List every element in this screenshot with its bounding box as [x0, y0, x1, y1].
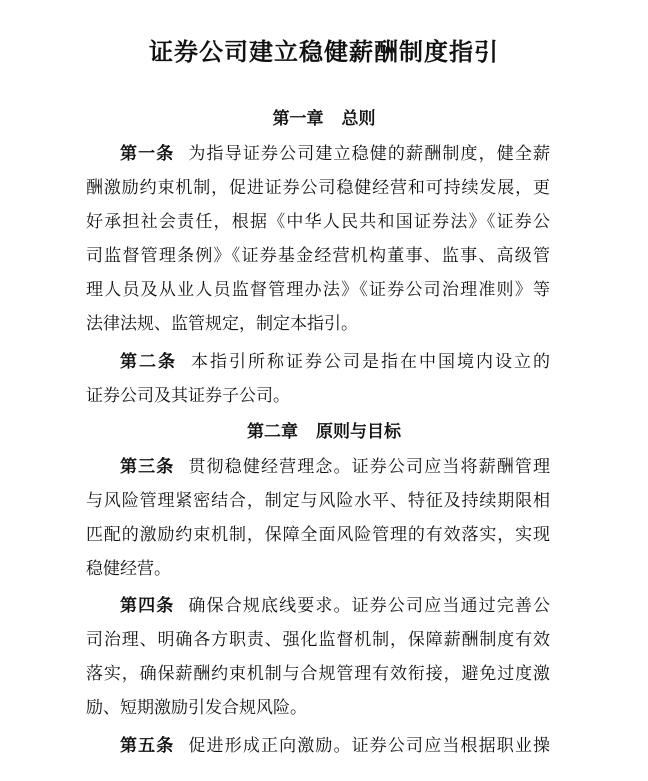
article-5-line-1	[120, 734, 550, 758]
article-4-line-1	[120, 594, 550, 618]
article-2-line-1	[120, 350, 550, 374]
article-3-line-4: 稳健经营。	[86, 559, 171, 579]
article-1-line-1	[120, 142, 550, 166]
article-text: 本指引所称证券公司是指在中国境内设立的	[191, 352, 550, 372]
article-text: 促进形成正向激励。证券公司应当根据职业操	[188, 736, 551, 756]
article-4-line-4: 励、短期激励引发合规风险。	[86, 698, 307, 718]
article-text: 确保合规底线要求。证券公司应当通过完善公	[188, 596, 551, 616]
article-5-label: 第五条	[120, 736, 175, 756]
chapter-number: 第二章	[247, 422, 298, 442]
article-1-line-2: 酬激励约束机制，促进证券公司稳健经营和可持续发展，更	[86, 178, 550, 198]
chapter-heading-1	[0, 106, 648, 132]
article-4-label: 第四条	[120, 596, 175, 616]
article-3-line-3: 匹配的激励约束机制，保障全面风险管理的有效落实，实现	[86, 525, 550, 545]
article-1-label: 第一条	[120, 144, 175, 164]
article-3-line-2: 与风险管理紧密结合，制定与风险水平、特征及持续期限相	[86, 491, 550, 511]
chapter-heading-2	[0, 419, 648, 445]
article-1-line-5: 理人员及从业人员监督管理办法》《证券公司治理准则》等	[86, 280, 550, 300]
document-title: 证券公司建立稳健薪酬制度指引	[149, 38, 499, 66]
article-text: 贯彻稳健经营理念。证券公司应当将薪酬管理	[188, 457, 551, 477]
article-1-line-3: 好承担社会责任，根据《中华人民共和国证券法》《证券公	[86, 212, 550, 232]
article-3-label: 第三条	[120, 457, 175, 477]
chapter-name: 原则与目标	[316, 422, 401, 442]
article-3-line-1	[120, 455, 550, 479]
article-1-line-6: 法律法规、监管规定，制定本指引。	[86, 314, 358, 334]
chapter-name: 总则	[341, 109, 376, 129]
article-text: 为指导证券公司建立稳健的薪酬制度，健全薪	[188, 144, 551, 164]
article-2-label: 第二条	[120, 352, 177, 372]
article-4-line-3: 落实，确保薪酬约束机制与合规管理有效衔接，避免过度激	[86, 664, 550, 684]
chapter-number: 第一章	[272, 109, 324, 129]
article-4-line-2: 司治理、明确各方职责、强化监督机制，保障薪酬制度有效	[86, 630, 550, 650]
article-2-line-2: 证券公司及其证券子公司。	[86, 386, 290, 406]
article-1-line-4: 司监督管理条例》《证券基金经营机构董事、监事、高级管	[86, 246, 550, 266]
